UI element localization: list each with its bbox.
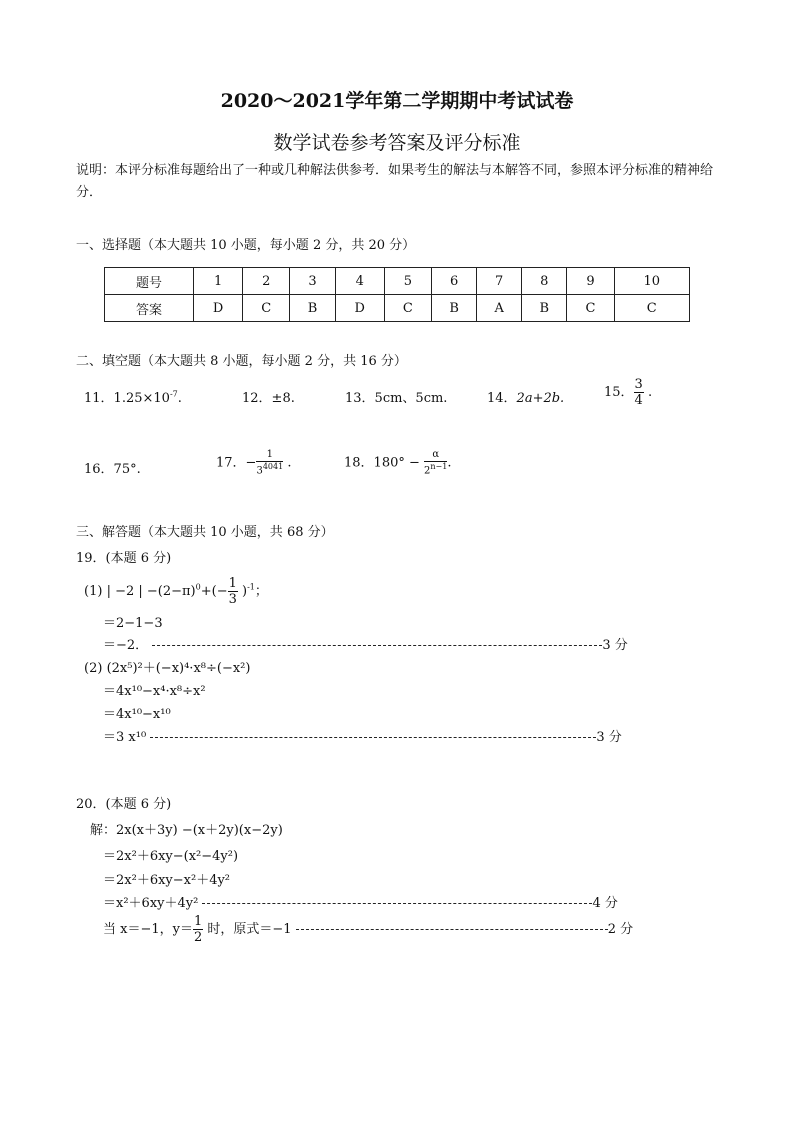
q19-part1-label: (1): [84, 584, 103, 599]
q16-value: 75°.: [113, 462, 141, 477]
answer-cell: D: [194, 295, 243, 322]
q20-line5-fraction: [193, 915, 203, 944]
answer-row-label: 答案: [105, 295, 194, 322]
question-number: 10: [614, 268, 689, 295]
answer-14: [487, 387, 564, 406]
answer-cell: A: [477, 295, 522, 322]
question-row-label: 题号: [105, 268, 194, 295]
q17-number: 17．: [216, 455, 246, 471]
q19-part1-fraction: [228, 577, 238, 606]
q20-title: 20．(本题 6 分): [76, 797, 172, 812]
q20-line4-score: 4 分: [592, 896, 618, 911]
section2-heading: 二、填空题（本大题共 8 小题，每小题 2 分，共 16 分）: [76, 354, 407, 369]
question-number: 5: [384, 268, 431, 295]
q20-line5-denominator: 2: [193, 930, 203, 945]
q19-part1-line3: [103, 634, 628, 653]
question-number: 4: [335, 268, 384, 295]
q18-denominator-base: 2: [424, 465, 431, 477]
q19-part2-result: ＝3 x¹⁰: [103, 730, 147, 745]
q12-value: ±8.: [271, 391, 295, 406]
q19-part2-line3: ＝4x¹⁰−x¹⁰: [103, 707, 171, 722]
answer-table-answer-row: [105, 295, 690, 322]
q17-numerator: 1: [256, 450, 283, 462]
answer-13: [345, 387, 447, 406]
q14-value: 2a+2b.: [516, 391, 565, 406]
q11-number: 11．: [84, 391, 114, 406]
q19-part2-label: (2): [84, 661, 103, 676]
answer-12: [242, 387, 295, 406]
q18-end: .: [447, 455, 452, 471]
score-leader-dots: [150, 737, 596, 738]
q19-part2-score: 3 分: [596, 730, 622, 745]
q19-part1-expr-c: ): [242, 584, 248, 599]
answer-18: [344, 450, 452, 476]
q17-end: .: [287, 455, 292, 471]
q18-numerator: α: [424, 450, 447, 462]
q15-denominator: 4: [634, 393, 643, 408]
answer-15: [604, 378, 652, 407]
q11-exponent: -7: [169, 389, 178, 399]
question-number: 9: [567, 268, 614, 295]
q19-part1-expr-d: ；: [254, 584, 268, 599]
q17-denominator: [256, 462, 283, 476]
q19-part1-expr-b: +(−: [200, 584, 228, 599]
q18-denominator: [424, 462, 447, 476]
score-leader-dots: [296, 929, 608, 930]
answer-table-question-row: [105, 268, 690, 295]
q18-fraction: [424, 450, 447, 476]
answer-17: [216, 450, 291, 476]
answer-cell: C: [243, 295, 290, 322]
q13-number: 13．: [345, 391, 375, 406]
question-number: 3: [290, 268, 335, 295]
q20-line3: ＝2x²＋6xy−x²＋4y²: [103, 873, 231, 888]
q15-fraction: [634, 378, 644, 407]
q19-part1-score: 3 分: [602, 638, 628, 653]
scoring-note: 说明：本评分标准每题给出了一种或几种解法供参考．如果考生的解法与本解答不同，参照本评分标准的精神给分．: [76, 163, 714, 200]
section3-heading: 三、解答题（本大题共 10 小题，共 68 分）: [76, 525, 334, 540]
score-leader-dots: [202, 903, 592, 904]
q17-denominator-exponent: 4041: [262, 462, 284, 471]
q19-part1-line1: (1) | −2 | $-(2-\pi)^0+(-$ $\frac{1}{3}$ )$^{-1}$；: [84, 576, 268, 607]
q13-value: 5cm、5cm.: [374, 391, 448, 406]
q19-title: 19．(本题 6 分): [76, 551, 172, 566]
q11-value: 1.25×10: [113, 391, 170, 406]
answer-cell: C: [614, 295, 689, 322]
answer-11: [84, 387, 182, 406]
q20-line5: [103, 915, 633, 944]
q19-part1-result: ＝−2．: [103, 638, 149, 653]
question-number: 2: [243, 268, 290, 295]
q17-fraction: [256, 450, 283, 476]
q20-line4: [103, 892, 618, 911]
q12-number: 12．: [242, 391, 272, 406]
q19-part1-numerator: 1: [228, 576, 237, 591]
q20-line1: 解：2x(x＋3y) −(x＋2y)(x−2y): [90, 823, 283, 838]
answer-cell: B: [522, 295, 567, 322]
q19-part2-expr: (2x⁵)²＋(−x)⁴·x⁸÷(−x²): [106, 661, 251, 676]
q20-line5-text-a: 当 x＝−1，y＝: [103, 922, 193, 937]
q20-line5-score: 2 分: [607, 922, 634, 937]
q15-number: 15．: [604, 385, 634, 400]
q11-end: .: [177, 391, 182, 406]
question-number: 7: [477, 268, 522, 295]
answer-cell: D: [335, 295, 384, 322]
answer-cell: C: [384, 295, 431, 322]
q18-number: 18．: [344, 455, 374, 471]
q20-line4-expr: ＝x²＋6xy＋4y²: [103, 896, 199, 911]
q19-part1-expr: | −2 | −(2−π): [106, 584, 196, 599]
question-number: 6: [431, 268, 476, 295]
score-leader-dots: [152, 645, 602, 646]
q16-number: 16．: [84, 462, 114, 477]
q19-part1-line2: ＝2−1−3: [103, 616, 163, 631]
answer-cell: B: [431, 295, 476, 322]
q19-part1-denominator: 3: [228, 592, 237, 607]
q20-line2: ＝2x²＋6xy−(x²−4y²): [103, 849, 239, 864]
q19-part2-line4: [103, 726, 622, 745]
answer-cell: B: [290, 295, 335, 322]
q14-number: 14．: [487, 391, 517, 406]
answer-16: [84, 458, 141, 477]
exam-title: 2020～2021学年第二学期期中考试试卷: [220, 90, 574, 112]
q18-value: 180° −: [373, 455, 420, 471]
q20-line5-text-b: 时，原式＝−1: [203, 922, 292, 937]
q17-sign: −: [245, 455, 257, 471]
section1-heading: 一、选择题（本大题共 10 小题，每小题 2 分，共 20 分）: [76, 238, 416, 253]
q20-line5-numerator: 1: [193, 914, 203, 929]
q15-numerator: 3: [634, 377, 643, 392]
answer-table: [104, 267, 690, 322]
q17-denominator-base: 3: [256, 465, 263, 477]
answer-cell: C: [567, 295, 614, 322]
answer-key-subtitle: 数学试卷参考答案及评分标准: [273, 132, 521, 154]
q15-end: .: [647, 385, 653, 400]
question-number: 1: [194, 268, 243, 295]
q19-part2-line1: [84, 657, 250, 676]
q19-part2-line2: ＝4x¹⁰−x⁴·x⁸÷x²: [103, 684, 206, 699]
question-number: 8: [522, 268, 567, 295]
q18-denominator-exponent: n−1: [430, 462, 448, 471]
